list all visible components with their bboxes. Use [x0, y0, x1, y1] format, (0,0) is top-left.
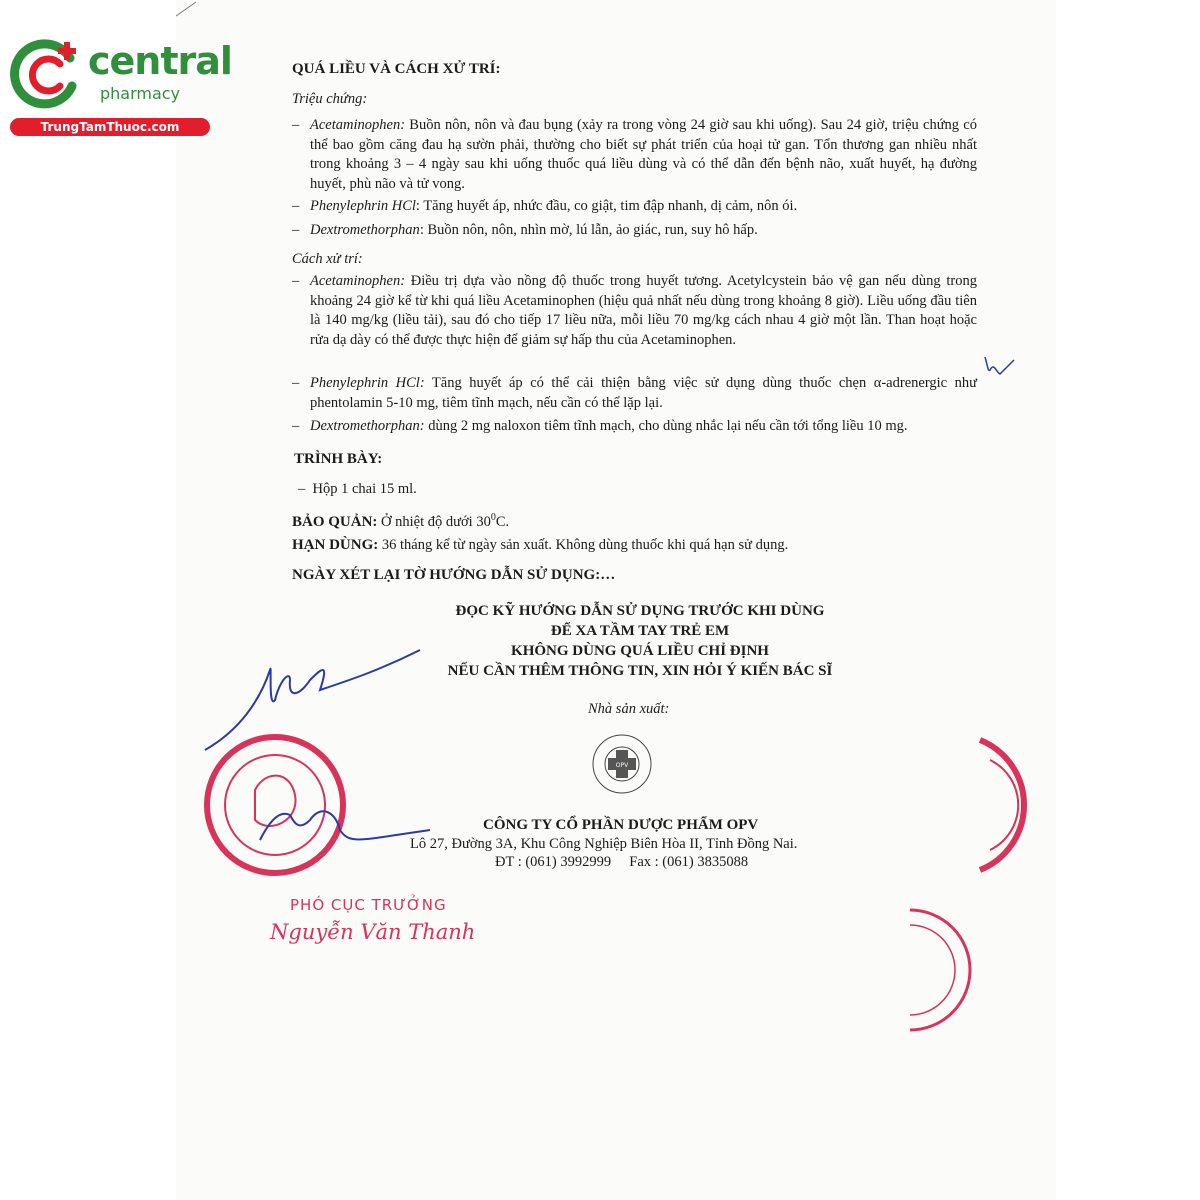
logo-brand: central	[88, 39, 232, 83]
symptom-phenylephrin: – Phenylephrin HCl: Tăng huyết áp, nhức đầu, co giật, tim đập nhanh, dị cảm, nôn ói.	[292, 198, 798, 214]
manufacturer-name: CÔNG TY CỔ PHẦN DƯỢC PHẨM OPV	[483, 817, 759, 833]
opv-seal-icon	[590, 732, 654, 796]
review-date-line: NGÀY XÉT LẠI TỜ HƯỚNG DẪN SỬ DỤNG:…	[292, 567, 616, 583]
treatment-dextromethorphan: – Dextromethorphan: dùng 2 mg naloxon tiêm tĩnh mạch, cho dùng nhắc lại nếu cần tới tổng liều 10 mg.	[292, 418, 908, 434]
treatment-acetaminophen: – Acetaminophen: Điều trị dựa vào nồng độ thuốc trong huyết tương. Acetylcystein bảo vệ gan nếu dùng trong khoảng 24 giờ kể từ khi quá liều Acetaminophen (hiệu quả nhất nếu dùng trong khoảng 8 giờ). Liều uống đầu tiên là 140 mg/kg (liều tải), sau đó cho tiếp 17 liều nữa, mỗi liều 70 mg/kg cách nhau 4 giờ một lần. Than hoạt hoặc rửa dạ dày có thể được thực hiện để giảm sự hấp thu của Acetaminophen.	[292, 273, 977, 348]
manufacturer-label: Nhà sản xuất:	[588, 701, 670, 717]
logo-site: TrungTamThuoc.com	[10, 118, 210, 136]
overdose-title: QUÁ LIỀU VÀ CÁCH XỬ TRÍ:	[292, 61, 501, 77]
logo-ring-icon	[10, 36, 86, 112]
warning-line-2: ĐỂ XA TẦM TAY TRẺ EM	[550, 623, 730, 639]
svg-text:OPV: OPV	[615, 762, 629, 769]
treatment-phenylephrin: – Phenylephrin HCl: Tăng huyết áp có thể cải thiện bằng việc sử dụng dùng thuốc chẹn α-adrenergic như phentolamin 5-10 mg, tiêm tĩnh mạch, nếu cần có thể lặp lại.	[292, 375, 977, 411]
symptoms-label: Triệu chứng:	[292, 91, 368, 107]
central-pharmacy-logo	[10, 36, 232, 136]
warning-line-1: ĐỌC KỸ HƯỚNG DẪN SỬ DỤNG TRƯỚC KHI DÙNG	[455, 603, 825, 619]
manufacturer-address: Lô 27, Đường 3A, Khu Công Nghiệp Biên Hòa II, Tỉnh Đồng Nai.	[410, 836, 798, 852]
margin-initial	[980, 352, 1020, 382]
page-corner-mark	[0, 0, 230, 30]
warning-line-4: NẾU CẦN THÊM THÔNG TIN, XIN HỎI Ý KIẾN BÁC SĨ	[447, 663, 833, 679]
manufacturer-phone: ĐT : (061) 3992999 Fax : (061) 3835088	[495, 854, 749, 870]
treatment-label: Cách xử trí:	[292, 251, 363, 267]
warning-line-3: KHÔNG DÙNG QUÁ LIỀU CHỈ ĐỊNH	[511, 643, 769, 659]
presentation-title: TRÌNH BÀY:	[294, 451, 383, 467]
right-stamp-1	[960, 720, 1080, 890]
official-name: Nguyễn Văn Thanh	[270, 920, 476, 944]
storage-line: BẢO QUẢN: Ở nhiệt độ dưới $30^0C$.	[292, 512, 510, 530]
official-stamp-area	[200, 640, 440, 900]
expiry-line: HẠN DÙNG: 36 tháng kể từ ngày sản xuất. Không dùng thuốc khi quá hạn sử dụng.	[292, 537, 789, 553]
symptom-dextromethorphan: – Dextromethorphan: Buồn nôn, nôn, nhìn mờ, lú lẫn, ảo giác, run, suy hô hấp.	[292, 222, 758, 238]
logo-sub: pharmacy	[100, 84, 181, 103]
presentation-item: – Hộp 1 chai 15 ml.	[298, 481, 417, 497]
symptom-acetaminophen: – Acetaminophen: Buồn nôn, nôn và đau bụng (xảy ra trong vòng 24 giờ sau khi uống). Sau 24 giờ, triệu chứng có thể bao gồm căng đau hạ sườn phải, thường cho biết sự phát triển của hoại tử gan. Tổn thương gan nhiều nhất trong khoảng 3 – 4 ngày sau khi uống thuốc quá liều dùng và có thể dẫn đến bệnh não, xuất huyết, hạ đường huyết, phù não và tử vong.	[292, 117, 977, 192]
official-title: PHÓ CỤC TRƯỞNG	[290, 896, 447, 914]
right-stamp-2	[880, 900, 1000, 1040]
